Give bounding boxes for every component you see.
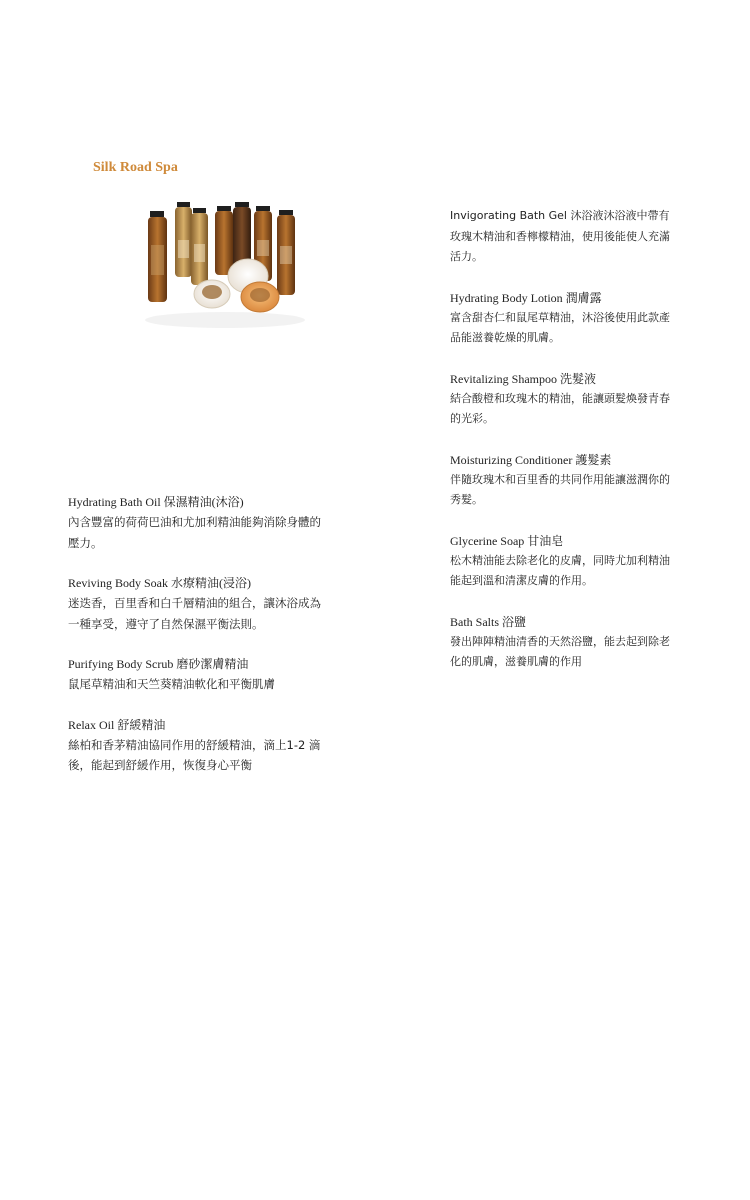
product-description: 迷迭香，百里香和白千層精油的組合，讓沐浴成為一種享受，遵守了自然保濕平衡法則。 [68, 596, 321, 631]
product-heading: Purifying Body Scrub 磨砂潔膚精油 [68, 657, 249, 671]
spa-products-photo-icon [120, 190, 310, 340]
product-description: 內含豐富的荷荷巴油和尤加利精油能夠消除身體的壓力。 [68, 515, 321, 550]
product-description: 伴隨玫瑰木和百里香的共同作用能讓滋潤你的秀髮。 [450, 472, 670, 506]
product-entry-revitalizing-shampoo [450, 369, 672, 430]
product-heading: Glycerine Soap 甘油皂 [450, 533, 564, 548]
product-entry-bath-salts [450, 612, 672, 673]
product-entry-glycerine-soap [450, 531, 672, 592]
brand-title: Silk Road Spa [93, 160, 178, 175]
product-entry-hydrating-bath-oil [68, 492, 328, 553]
product-heading: Hydrating Body Lotion 潤膚露 [450, 290, 602, 305]
product-description: 鼠尾草精油和天竺葵精油軟化和平衡肌膚 [68, 677, 275, 691]
product-entry-invigorating-bath-gel [450, 206, 672, 268]
product-description: 松木精油能去除老化的皮膚，同時尤加利精油能起到溫和清潔皮膚的作用。 [450, 553, 670, 587]
product-heading: Moisturizing Conditioner 護髮素 [450, 452, 612, 467]
product-description: 絲柏和香茅精油協同作用的舒緩精油，滴上1-2 滴後，能起到舒緩作用，恢復身心平衡 [68, 737, 321, 772]
product-description: 發出陣陣精油清香的天然浴鹽，能去起到除老化的肌膚，滋養肌膚的作用 [450, 634, 670, 668]
product-heading: Relax Oil 舒緩精油 [68, 717, 166, 732]
product-heading: Reviving Body Soak 水療精油(浸浴) [68, 576, 251, 590]
product-entry-moisturizing-conditioner [450, 450, 672, 511]
product-heading: Hydrating Bath Oil 保濕精油(沐浴) [68, 495, 244, 509]
product-entry-reviving-body-soak [68, 573, 328, 634]
product-heading: Revitalizing Shampoo 洗髮液 [450, 371, 596, 386]
right-product-column [450, 206, 672, 693]
product-entry-relax-oil [68, 715, 328, 776]
product-entry-hydrating-body-lotion [450, 288, 672, 349]
product-heading: Bath Salts 浴鹽 [450, 614, 527, 629]
product-entry-purifying-body-scrub [68, 654, 328, 695]
product-description: 結合酸橙和玫瑰木的精油，能讓頭髮煥發青春的光彩。 [450, 391, 670, 425]
product-description: Invigorating Bath Gel 沐浴液沐浴液中帶有玫瑰木精油和香檸檬精油，使用後能使人充滿活力。 [450, 209, 670, 263]
left-product-column [68, 492, 328, 796]
product-description: 富含甜杏仁和鼠尾草精油，沐浴後使用此款產品能滋養乾燥的肌膚。 [450, 310, 670, 344]
